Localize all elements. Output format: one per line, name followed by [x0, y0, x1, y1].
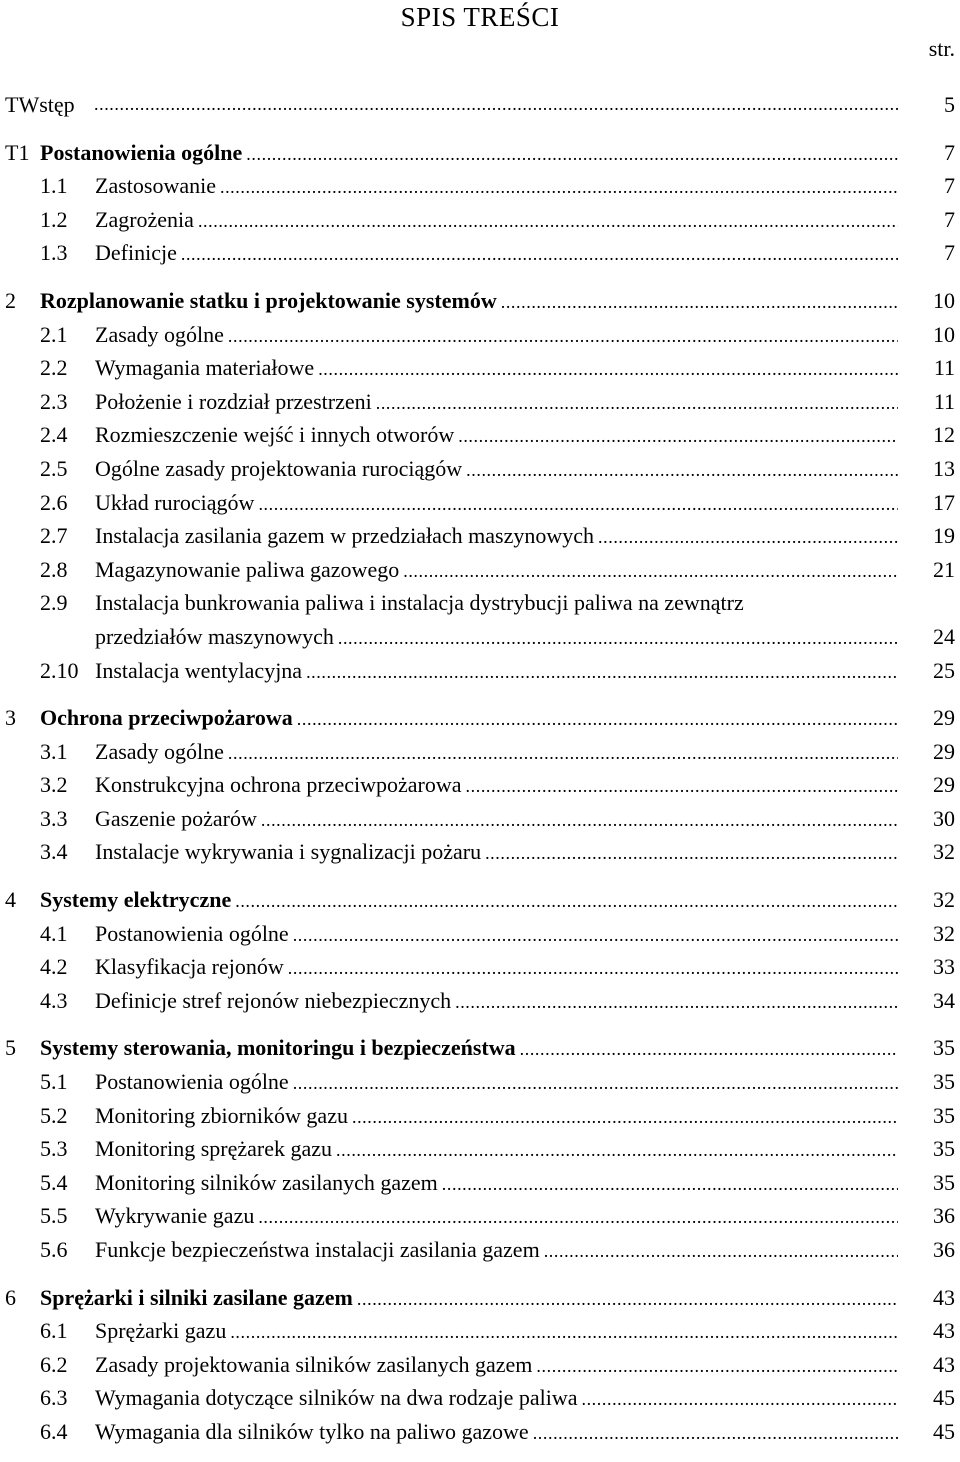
- toc-entry-number: 4.3: [40, 987, 68, 1013]
- dot-leader: [501, 286, 898, 320]
- toc-chapter-entry[interactable]: [0, 1031, 960, 1065]
- toc-entry-number: 2: [5, 287, 16, 313]
- toc-entry-title: Klasyfikacja rejonów: [95, 954, 284, 980]
- dot-leader: [357, 1283, 898, 1317]
- dot-leader: [306, 656, 898, 690]
- dot-leader: [198, 205, 898, 239]
- toc-entry-page-number: 32: [933, 920, 955, 946]
- toc-entry-number: 2.8: [40, 556, 68, 582]
- toc-entry-page-number: 29: [933, 705, 955, 731]
- toc-entry-number: 2.4: [40, 422, 68, 448]
- toc-entry-page-number: 34: [933, 987, 955, 1013]
- toc-section-entry[interactable]: [0, 1099, 960, 1133]
- toc-entry-page-number: 32: [933, 887, 955, 913]
- toc-section-entry[interactable]: [0, 1314, 960, 1348]
- dot-leader: [485, 837, 898, 871]
- toc-entry-page-number: 36: [933, 1203, 955, 1229]
- toc-section-entry[interactable]: [0, 654, 960, 688]
- toc-entry-number: 5.4: [40, 1169, 68, 1195]
- dot-leader: [520, 1033, 898, 1067]
- dot-leader: [228, 737, 898, 771]
- toc-entry-number: 5.5: [40, 1203, 68, 1229]
- toc-entry-title: Instalacja zasilania gazem w przedziałach maszynowych: [95, 523, 595, 549]
- dot-leader: [230, 1316, 898, 1350]
- dot-leader: [376, 387, 898, 421]
- toc-entry-title: Rozmieszczenie wejść i innych otworów: [95, 422, 455, 448]
- toc-entry-number: 3.1: [40, 738, 68, 764]
- toc-section-entry[interactable]: [0, 351, 960, 385]
- toc-entry-number: 4: [5, 887, 16, 913]
- dot-leader: [220, 171, 898, 205]
- section-gap: [0, 687, 960, 701]
- toc-entry-title: Monitoring silników zasilanych gazem: [95, 1169, 438, 1195]
- dot-leader: [458, 420, 898, 454]
- toc-entry-page-number: 35: [933, 1136, 955, 1162]
- dot-leader: [318, 353, 898, 387]
- toc-entry-page-number: 30: [933, 805, 955, 831]
- toc-entry-page-number: 35: [933, 1102, 955, 1128]
- dot-leader: [293, 1067, 898, 1101]
- toc-entry-number: 6.3: [40, 1385, 68, 1411]
- toc-section-entry[interactable]: [0, 452, 960, 486]
- toc-entry-title: Definicje stref rejonów niebezpiecznych: [95, 987, 452, 1013]
- section-gap: [0, 869, 960, 883]
- toc-entry-title: Postanowienia ogólne: [95, 920, 289, 946]
- toc-entry-page-number: 33: [933, 954, 955, 980]
- toc-entry-number: 4.2: [40, 954, 68, 980]
- dot-leader: [466, 770, 898, 804]
- toc-chapter-entry[interactable]: [0, 701, 960, 735]
- dot-leader: [235, 885, 898, 919]
- toc-entry-number: 2.5: [40, 455, 68, 481]
- toc-entry-number: 2.10: [40, 657, 79, 683]
- toc-entry-page-number: 24: [933, 623, 955, 649]
- toc-entry-page-number: 35: [933, 1035, 955, 1061]
- toc-entry-title: Instalacja bunkrowania paliwa i instalacja dystrybucji paliwa na zewnątrz: [95, 590, 744, 616]
- toc-entry-number: 6: [5, 1284, 16, 1310]
- dot-leader: [338, 622, 898, 656]
- dot-leader: [455, 986, 898, 1020]
- toc-entry-title: Zasady ogólne: [95, 738, 224, 764]
- dot-leader: [598, 521, 898, 555]
- toc-section-entry[interactable]: [0, 950, 960, 984]
- toc-entry-page-number: 29: [933, 772, 955, 798]
- page-title: SPIS TREŚCI: [400, 2, 560, 32]
- toc-section-entry[interactable]: [0, 1348, 960, 1382]
- toc-entry-page-number: 43: [933, 1284, 955, 1310]
- toc-section-entry[interactable]: [0, 1132, 960, 1166]
- dot-leader: [258, 488, 898, 522]
- toc-entry-page-number: 7: [944, 173, 955, 199]
- toc-entry-number: TWstęp: [5, 92, 75, 117]
- toc-entry-number: 3: [5, 705, 16, 731]
- dot-leader: [442, 1168, 898, 1202]
- toc-entry-page-number: 45: [933, 1385, 955, 1411]
- toc-entry-title: Systemy sterowania, monitoringu i bezpieczeństwa: [40, 1035, 516, 1061]
- toc-entry-number: T1: [5, 139, 30, 165]
- toc-section-entry[interactable]: [0, 1415, 960, 1449]
- toc-chapter-entry[interactable]: [0, 136, 960, 170]
- toc-section-entry[interactable]: [0, 917, 960, 951]
- dot-leader: [261, 804, 898, 838]
- toc-entry-title: Wymagania dla silników tylko na paliwo gazowe: [95, 1418, 529, 1444]
- toc-entry-title: Wymagania materiałowe: [95, 355, 315, 381]
- dot-leader: [181, 238, 898, 272]
- toc-entry-title: Funkcje bezpieczeństwa instalacji zasilania gazem: [95, 1237, 540, 1262]
- toc-entry-page-number: 32: [933, 839, 955, 865]
- dot-leader: [536, 1350, 898, 1384]
- toc-entry-number: 6.1: [40, 1318, 68, 1344]
- dot-leader: [228, 320, 898, 354]
- section-gap: [0, 122, 960, 136]
- toc-entry-page-number: 10: [933, 321, 955, 347]
- dot-leader: [533, 1417, 898, 1451]
- section-gap: [0, 270, 960, 284]
- toc-entry-number: 1.3: [40, 240, 68, 266]
- toc-entry-page-number: 25: [933, 657, 955, 683]
- toc-entry-title: Monitoring sprężarek gazu: [95, 1136, 333, 1162]
- toc-entry-page-number: 7: [944, 139, 955, 165]
- toc-chapter-entry[interactable]: [0, 883, 960, 917]
- toc-entry-title: Magazynowanie paliwa gazowego: [95, 556, 400, 582]
- toc-entry-title: przedziałów maszynowych: [95, 623, 334, 649]
- toc-entry-page-number: 12: [933, 422, 955, 448]
- dot-leader: [293, 919, 898, 953]
- toc-entry-page-number: 36: [933, 1237, 955, 1262]
- toc-entry-page-number: 17: [933, 489, 955, 515]
- toc-section-entry[interactable]: [0, 385, 960, 419]
- toc-entry-title: Postanowienia ogólne: [40, 139, 243, 165]
- toc-entry-page-number: 29: [933, 738, 955, 764]
- toc-entry-number: 2.1: [40, 321, 68, 347]
- toc-entry-number: 3.4: [40, 839, 68, 865]
- toc-entry-number: 2.7: [40, 523, 68, 549]
- toc-entry-title: Położenie i rozdział przestrzeni: [95, 388, 372, 414]
- toc-entry-page-number: 35: [933, 1069, 955, 1095]
- dot-leader: [352, 1101, 898, 1135]
- toc-section-entry[interactable]: [0, 519, 960, 553]
- toc-chapter-entry[interactable]: [0, 1281, 960, 1315]
- page-column-label: str.: [928, 36, 955, 61]
- toc-entry-title: Definicje: [95, 240, 177, 266]
- dot-leader: [336, 1134, 898, 1168]
- toc-entry-title: Systemy elektryczne: [40, 887, 232, 913]
- toc-entry-number: 2.6: [40, 489, 68, 515]
- toc-entry-title: Zagrożenia: [95, 206, 194, 232]
- toc-entry-number: 2.2: [40, 355, 68, 381]
- toc-section-entry[interactable]: [0, 735, 960, 769]
- toc-entry-number: 5: [5, 1035, 16, 1061]
- toc-entry-page-number: 13: [933, 455, 955, 481]
- toc-entry-number: 5.2: [40, 1102, 68, 1128]
- toc-section-entry[interactable]: [0, 984, 960, 1018]
- toc-entry-page-number: 43: [933, 1318, 955, 1344]
- toc-entry-number: 2.9: [40, 590, 68, 616]
- toc-entry-title: Konstrukcyjna ochrona przeciwpożarowa: [95, 772, 462, 798]
- toc-entry-number: 6.4: [40, 1418, 68, 1444]
- toc-entry-title: Postanowienia ogólne: [95, 1069, 289, 1095]
- dot-leader: [544, 1235, 898, 1269]
- toc-section-entry[interactable]: [0, 418, 960, 452]
- toc-entry-page-number: 35: [933, 1169, 955, 1195]
- toc-entry-page-number: 7: [944, 240, 955, 266]
- toc-entry-title: Sprężarki gazu: [95, 1318, 227, 1344]
- toc-entry-title: Zastosowanie: [95, 173, 216, 199]
- dot-leader: [246, 138, 898, 172]
- toc-section-entry[interactable]: [0, 236, 960, 270]
- dot-leader: [581, 1383, 898, 1417]
- toc-entry-title: Wykrywanie gazu: [95, 1203, 255, 1229]
- toc-entry-title: Instalacje wykrywania i sygnalizacji pożaru: [95, 839, 482, 865]
- toc-entry-title: Ochrona przeciwpożarowa: [40, 705, 293, 731]
- toc-entry-title: Ogólne zasady projektowania rurociągów: [95, 455, 463, 481]
- toc-section-entry[interactable]: [0, 802, 960, 836]
- toc-section-entry[interactable]: [0, 553, 960, 587]
- toc-entry-page-number: 19: [933, 523, 955, 549]
- toc-entry-title: Monitoring zbiorników gazu: [95, 1102, 348, 1128]
- dot-leader: [258, 1201, 898, 1235]
- dot-leader: [297, 703, 898, 737]
- toc-entry-number: 6.2: [40, 1351, 68, 1377]
- toc-entry-page-number: 10: [933, 287, 955, 313]
- toc-entry-page-number: 11: [933, 355, 955, 381]
- toc-section-entry[interactable]: [0, 318, 960, 352]
- toc-entry-number: 3.2: [40, 772, 68, 798]
- dot-leader: [403, 555, 898, 589]
- toc-entry-title: Instalacja wentylacyjna: [95, 657, 303, 683]
- toc-entry-page-number: 11: [933, 388, 955, 414]
- toc-section-entry[interactable]: [0, 620, 960, 654]
- toc-section-entry[interactable]: [0, 1381, 960, 1415]
- toc-entry-number: 5.6: [40, 1237, 68, 1262]
- dot-leader: [466, 454, 898, 488]
- toc-entry-number: 1.1: [40, 173, 68, 199]
- toc-chapter-entry[interactable]: [0, 284, 960, 318]
- toc-section-entry[interactable]: [0, 1166, 960, 1200]
- toc-entry-title: Sprężarki i silniki zasilane gazem: [40, 1284, 353, 1310]
- toc-entry-page-number: 45: [933, 1418, 955, 1444]
- toc-section-entry[interactable]: [0, 169, 960, 203]
- toc-entry-number: 4.1: [40, 920, 68, 946]
- toc-entry-page-number: 5: [944, 92, 955, 117]
- toc-entry-title: Układ rurociągów: [95, 489, 255, 515]
- dot-leader: [288, 952, 898, 986]
- table-of-contents: [0, 88, 960, 1449]
- toc-section-entry[interactable]: [0, 1199, 960, 1233]
- toc-entry-page-number: 7: [944, 206, 955, 232]
- toc-entry-title: Wymagania dotyczące silników na dwa rodzaje paliwa: [95, 1385, 578, 1411]
- toc-entry-number: 2.3: [40, 388, 68, 414]
- section-gap: [0, 1267, 960, 1281]
- section-gap: [0, 1017, 960, 1031]
- toc-entry-title: Gaszenie pożarów: [95, 805, 257, 831]
- dot-leader: [94, 88, 898, 122]
- toc-entry-page-number: 21: [933, 556, 955, 582]
- toc-entry-number: 3.3: [40, 805, 68, 831]
- toc-entry-number: 5.1: [40, 1069, 68, 1095]
- toc-section-entry[interactable]: [0, 486, 960, 520]
- toc-section-entry[interactable]: [0, 1233, 960, 1267]
- toc-chapter-entry[interactable]: [0, 88, 960, 122]
- toc-entry-title: Rozplanowanie statku i projektowanie systemów: [40, 287, 497, 313]
- toc-section-entry[interactable]: [0, 768, 960, 802]
- toc-entry-title: Zasady projektowania silników zasilanych gazem: [95, 1351, 533, 1377]
- toc-section-entry[interactable]: [0, 203, 960, 237]
- toc-entry-title: Zasady ogólne: [95, 321, 224, 347]
- toc-entry-line: [0, 586, 960, 620]
- toc-section-entry[interactable]: [0, 1065, 960, 1099]
- toc-section-entry[interactable]: [0, 835, 960, 869]
- toc-entry-number: 5.3: [40, 1136, 68, 1162]
- toc-entry-number: 1.2: [40, 206, 68, 232]
- toc-entry-page-number: 43: [933, 1351, 955, 1377]
